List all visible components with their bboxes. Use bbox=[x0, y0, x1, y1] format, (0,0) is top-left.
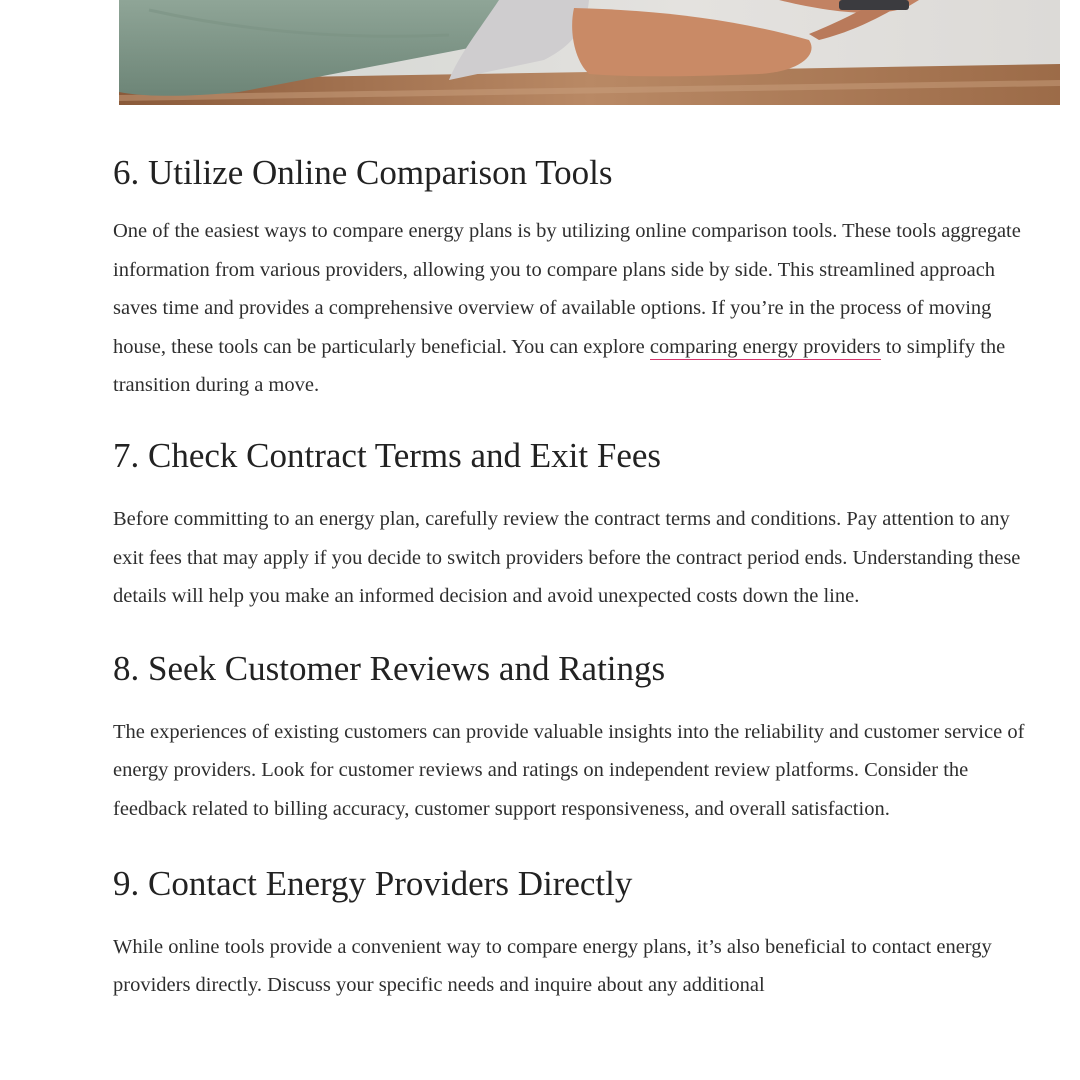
body-text-before-link: One of the easiest ways to compare energy plans is by utilizing online comparison tools. These tools aggregate information from various providers, allowing you to compare plans side by side. This streamlined approach saves time and provides a comprehensive overview of available options. If you’re in the process of moving house, these tools can be particularly beneficial. You can explore bbox=[113, 220, 1021, 358]
article-content bbox=[113, 130, 1043, 1005]
section-customer-reviews bbox=[113, 645, 1043, 829]
comparing-energy-providers-link[interactable]: comparing energy providers bbox=[649, 335, 881, 358]
section-body bbox=[113, 212, 1043, 405]
section-body: The experiences of existing customers can provide valuable insights into the reliability and customer service of energy providers. Look for customer reviews and ratings on independent review platforms. Consider the feedback related to billing accuracy, customer support responsiveness, and overall satisfaction. bbox=[113, 720, 1025, 820]
section-heading: 7. Check Contract Terms and Exit Fees bbox=[113, 435, 662, 475]
hero-photo bbox=[119, 0, 1060, 105]
section-body: Before committing to an energy plan, carefully review the contract terms and conditions. Pay attention to any exit fees that may apply if you decide to switch providers before the contract period ends. Understanding these details will help you make an informed decision and avoid unexpected costs down the line. bbox=[113, 507, 1021, 608]
section-heading: 9. Contact Energy Providers Directly bbox=[113, 863, 633, 903]
section-online-comparison-tools bbox=[113, 149, 1043, 405]
section-heading: 6. Utilize Online Comparison Tools bbox=[113, 153, 613, 192]
body-text-after-link: to simplify the transition during a move. bbox=[113, 335, 1006, 397]
section-heading: 8. Seek Customer Reviews and Ratings bbox=[113, 648, 666, 688]
article-hero-image bbox=[119, 0, 1060, 105]
section-contract-terms bbox=[113, 432, 1043, 616]
section-contact-providers bbox=[113, 860, 1043, 1005]
section-body: While online tools provide a convenient way to compare energy plans, it’s also beneficial to contact energy providers directly. Discuss your specific needs and inquire about any additional bbox=[113, 935, 992, 997]
